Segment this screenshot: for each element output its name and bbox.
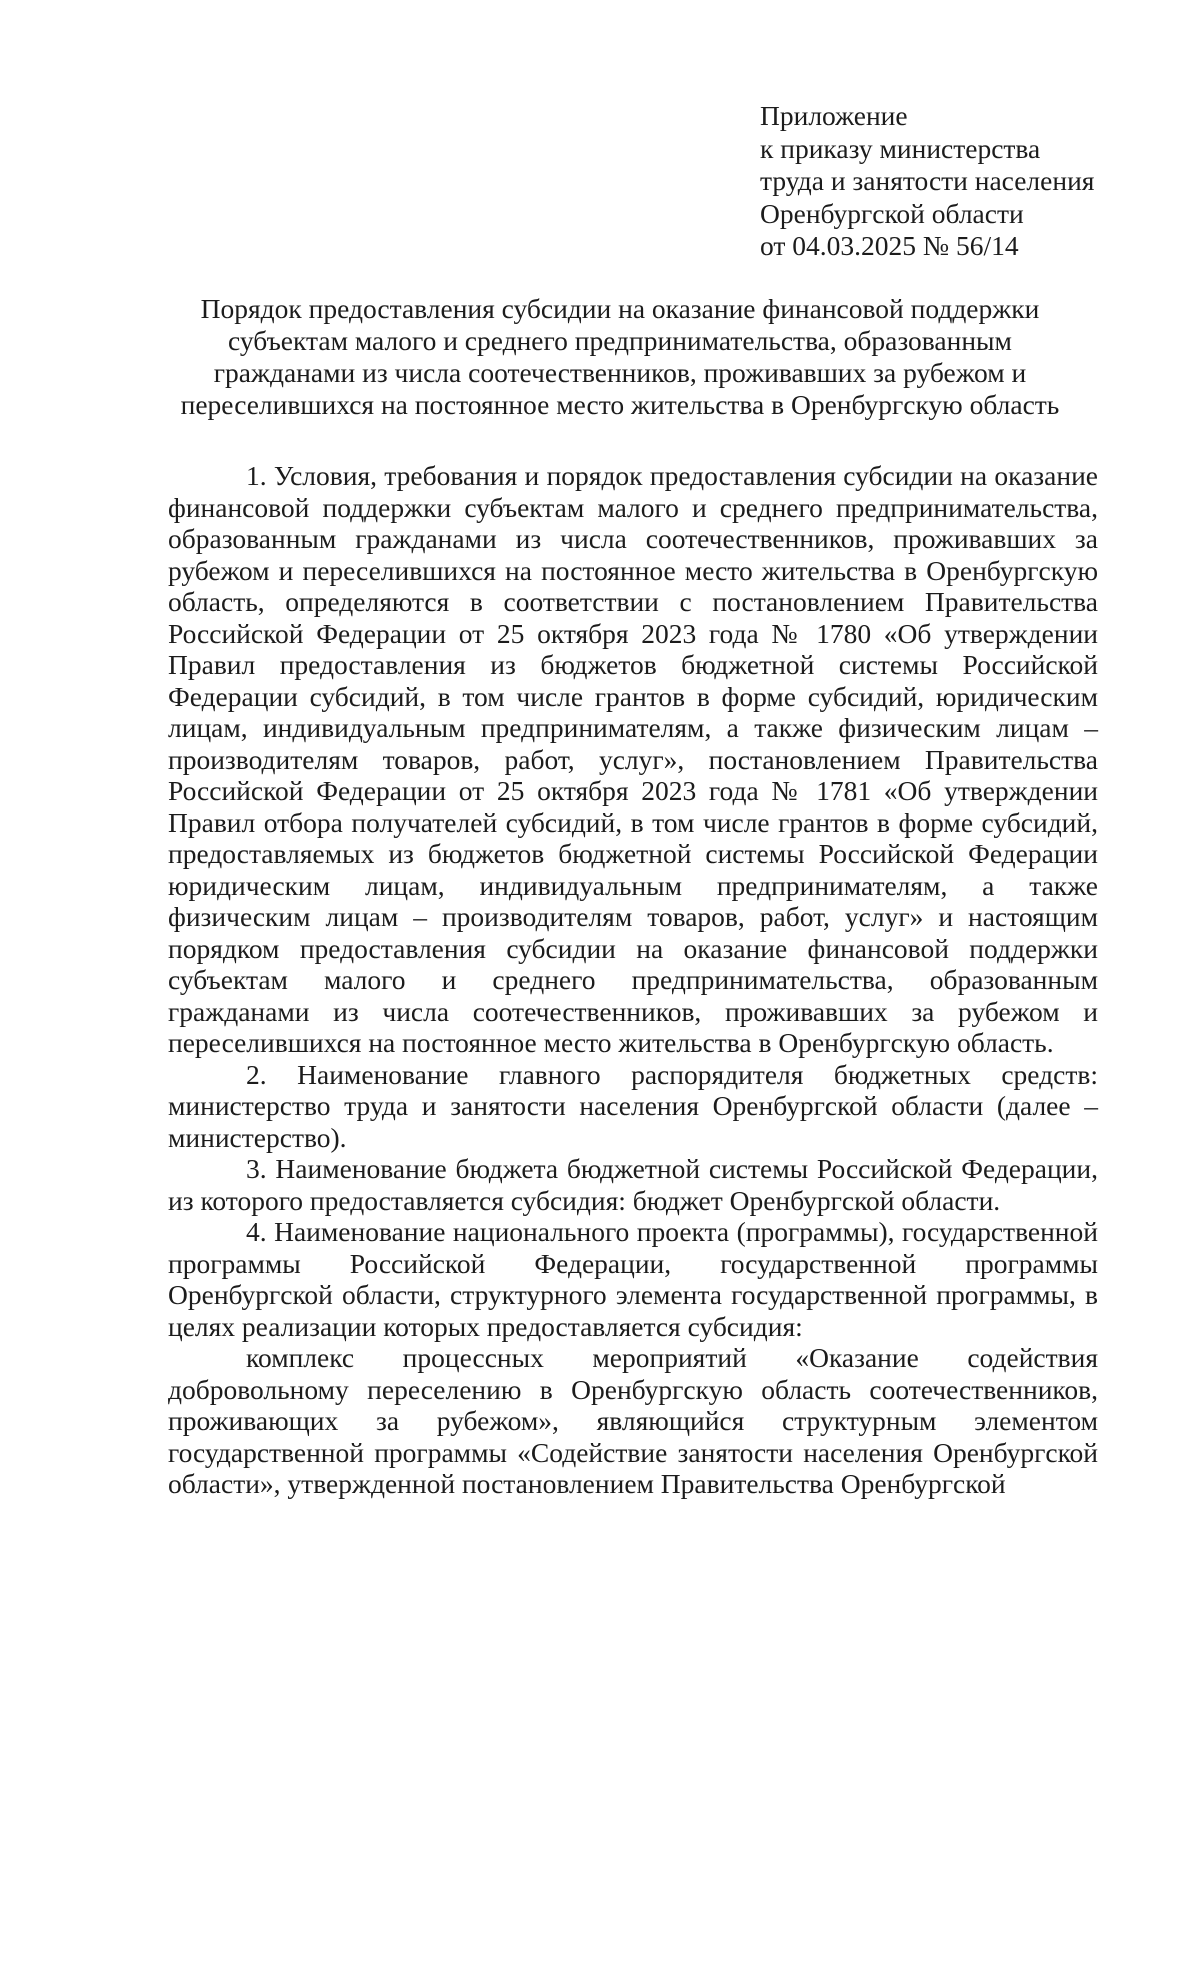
paragraph-2: 2. Наименование главного распорядителя бюджетных средств: министерство труда и занятости населения Оренбургской области (далее – министерство). — [168, 1058, 1098, 1153]
appendix-line: к приказу министерства — [760, 132, 1041, 164]
title-line: Порядок предоставления субсидии на оказание финансовой поддержки — [200, 293, 1040, 324]
appendix-line: труда и занятости населения — [760, 165, 1095, 196]
paragraph-1: 1. Условия, требования и порядок предоставления субсидии на оказание финансовой поддержки субъектам малого и среднего предпринимательства, образованным гражданами из числа соотечественников, проживавших за рубежом и переселившихся на постоянное место жительства в Оренбургскую область, определяются в соответствии с постановлением Правительства Российской Федерации от 25 октября 2023 года № 1780 «Об утверждении Правил предоставления из бюджетов бюджетной системы Российской Федерации субсидий, в том числе грантов в форме субсидий, юридическим лицам, индивидуальным предпринимателям, а также физическим лицам – производителям товаров, работ, услуг», постановлением Правительства Российской Федерации от 25 октября 2023 года № 1781 «Об утверждении Правил отбора получателей субсидий, в том числе грантов в форме субсидий, предоставляемых из бюджетов бюджетной системы Российской Федерации юридическим лицам, индивидуальным предпринимателям, а также физическим лицам – производителям товаров, работ, услуг» и настоящим порядком предоставления субсидии на оказание финансовой поддержки субъектам малого и среднего предпринимательства, образованным гражданами из числа соотечественников, проживавших за рубежом и переселившихся на постоянное место жительства в Оренбургскую область. — [168, 460, 1098, 1058]
title-line: переселившихся на постоянное место жительства в Оренбургскую область — [180, 389, 1060, 420]
document-title — [140, 293, 1100, 421]
appendix-line: Оренбургской области — [760, 197, 1024, 229]
appendix-block — [760, 100, 1160, 263]
appendix-date-number: от 04.03.2025 № 56/14 — [760, 230, 1019, 261]
document-body — [168, 460, 1098, 1500]
appendix-line: Приложение — [760, 100, 908, 131]
paragraph-3: 3. Наименование бюджета бюджетной системы Российской Федерации, из которого предоставляется субсидия: бюджет Оренбургской области. — [168, 1153, 1098, 1216]
paragraph-4-continuation: комплекс процессных мероприятий «Оказание содействия добровольному переселению в Оренбургскую область соотечественников, проживающих за рубежом», являющийся структурным элементом государственной программы «Содействие занятости населения Оренбургской области», утвержденной постановлением Правительства Оренбургской — [168, 1342, 1098, 1499]
title-line: гражданами из числа соотечественников, проживавших за рубежом и — [213, 357, 1027, 388]
title-line: субъектам малого и среднего предпринимательства, образованным — [228, 325, 1012, 356]
paragraph-4: 4. Наименование национального проекта (программы), государственной программы Российской Федерации, государственной программы Оренбургской области, структурного элемента государственной программы, в целях реализации которых предоставляется субсидия: — [168, 1216, 1098, 1342]
